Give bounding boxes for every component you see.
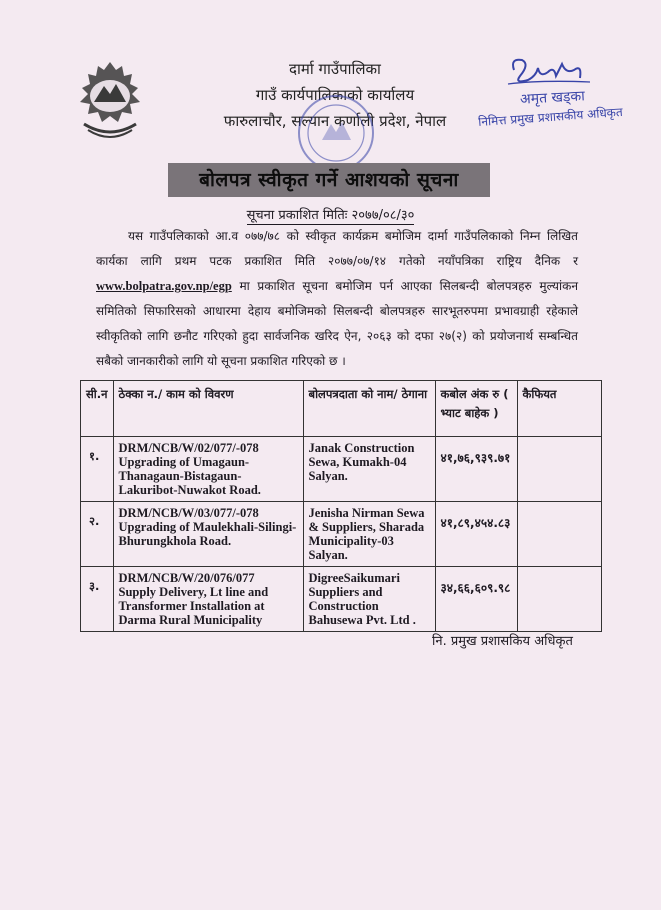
- row-description: [113, 567, 303, 632]
- header-bidder: बोलपत्रदाता को नाम/ ठेगाना: [303, 381, 435, 437]
- notice-title: बोलपत्र स्वीकृत गर्ने आशयको सूचना: [168, 163, 490, 197]
- row-description: [113, 502, 303, 567]
- row-amount: ४१,८९,४५४.८३: [435, 502, 517, 567]
- municipality-name: दार्मा गाउँपालिका: [289, 60, 381, 78]
- body-text-part1: यस गाउँपलिकाको आ.व ०७७/७८ को स्वीकृत कार्यक्रम बमोजिम दार्मा गाउँपलिकाको निम्न लिखित कार्यका लागि प्रथम पटक प्रकाशित मिति २०७७/०७/१४ गतेको नयाँपत्रिका राष्ट्रिय दैनिक र: [96, 229, 578, 268]
- row-remarks: [517, 567, 601, 632]
- signatory-name: अमृत खड्का: [519, 88, 586, 108]
- row-sn: २.: [81, 502, 114, 567]
- header-sn: सी.न: [81, 381, 114, 437]
- publish-date-text: सूचना प्रकाशित मितिः २०७७/०८/३०: [246, 208, 415, 223]
- signatory-title: निमित्त प्रमुख प्रशासकीय अधिकृत: [477, 104, 624, 130]
- publish-date: [0, 205, 661, 223]
- row-remarks: [517, 502, 601, 567]
- row-description: [113, 437, 303, 502]
- notice-body: [96, 224, 578, 374]
- contract-code: DRM/NCB/W/20/076/077: [118, 571, 255, 585]
- row-sn: १.: [81, 437, 114, 502]
- table-row: [81, 502, 602, 567]
- header-remarks: कैफियत: [517, 381, 601, 437]
- bid-table: [80, 380, 602, 632]
- row-sn: ३.: [81, 567, 114, 632]
- table-row: [81, 437, 602, 502]
- table-row: [81, 567, 602, 632]
- nepal-emblem-icon: [70, 58, 150, 144]
- work-description: Supply Delivery, Lt line and Transformer Installation at Darma Rural Municipality: [118, 585, 269, 627]
- row-bidder: Jenisha Nirman Sewa & Suppliers, Sharada Municipality-03 Salyan.: [303, 502, 435, 567]
- row-amount: ४१,७६,९३९.७१: [435, 437, 517, 502]
- table-header-row: [81, 381, 602, 437]
- contract-code: DRM/NCB/W/03/077/-078: [118, 506, 259, 520]
- contract-code: DRM/NCB/W/02/077/-078: [118, 441, 259, 455]
- work-description: Upgrading of Umagaun-Thanagaun-Bistagaun-Lakuribot-Nuwakot Road.: [118, 455, 261, 497]
- row-bidder: DigreeSaikumari Suppliers and Construction Bahusewa Pvt. Ltd .: [303, 567, 435, 632]
- office-stamp-icon: [295, 92, 377, 174]
- office-address: फारुलाचौर, सल्यान कर्णाली प्रदेश, नेपाल: [223, 112, 447, 130]
- body-text-part2: मा प्रकाशित सूचना बमोजिम पर्न आएका सिलबन्दी बोलपत्रहरु मुल्यांकन समितिको सिफारिसको आधारमा देहाय बमोजिमको सिलबन्दी बोलपत्रहरु सारभूतरुपमा प्रभावग्राही रहेकाले स्वीकृतिको लागि छनौट गरिएको हुदा सार्वजनिक खरिद ऐन, २०६३ को दफा २७(२) को प्रयोजनार्थ सम्बन्धित सबैको जानकारीको लागि यो सूचना प्रकाशित गरिएको छ ।: [96, 279, 578, 368]
- row-bidder: Janak Construction Sewa, Kumakh-04 Salyan.: [303, 437, 435, 502]
- bolpatra-link[interactable]: www.bolpatra.gov.np/egp: [96, 279, 232, 293]
- row-amount: ३४,६६,६०९.९८: [435, 567, 517, 632]
- header-amount: कबोल अंक रु ( भ्याट बाहेक ): [435, 381, 517, 437]
- header-description: ठेक्का न./ काम को विवरण: [113, 381, 303, 437]
- work-description: Upgrading of Maulekhali-Silingi-Bhurungkhola Road.: [118, 520, 297, 548]
- row-remarks: [517, 437, 601, 502]
- footer-signatory: नि. प्रमुख प्रशासकिय अधिकृत: [432, 634, 573, 649]
- office-name: गाउँ कार्यपालिकाको कार्यालय: [255, 86, 415, 104]
